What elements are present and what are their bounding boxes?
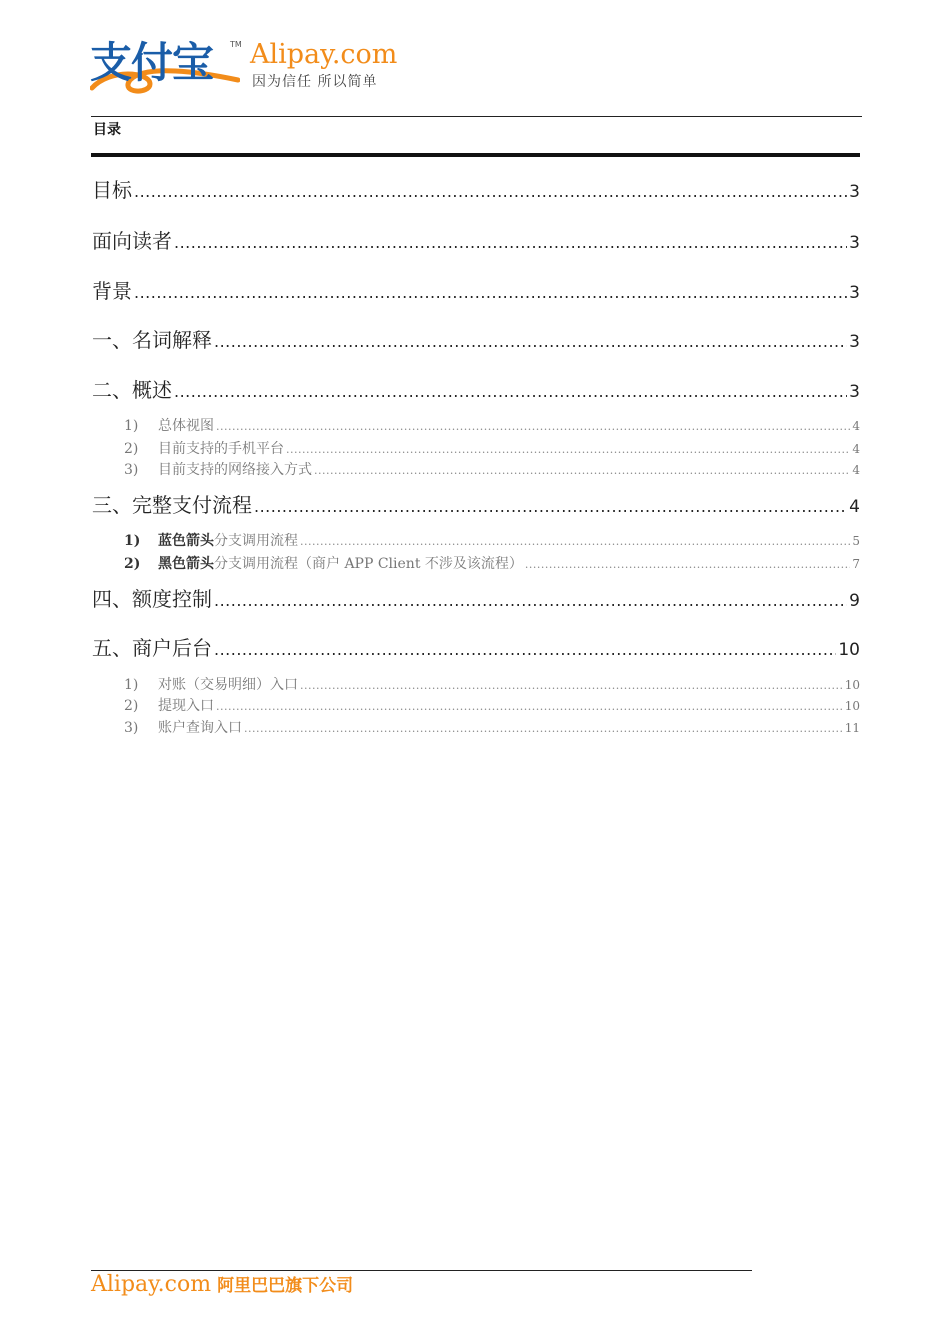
toc-subentry-page: 7 [852, 557, 860, 571]
logo-trademark: TM [230, 40, 242, 49]
footer [91, 1272, 353, 1299]
toc-entry-title: 背景 [92, 279, 132, 303]
header-divider [91, 116, 862, 117]
toc-subentry-page: 4 [852, 463, 860, 477]
toc-subentry[interactable] [124, 440, 860, 459]
toc-subentry-number: 1) [124, 533, 141, 549]
toc-subentry-title: 总体视图 [158, 418, 214, 434]
toc-entry-page: 4 [849, 497, 860, 517]
toc-entry-title: 五、商户后台 [92, 636, 212, 660]
toc-entry-title: 三、完整支付流程 [92, 493, 252, 517]
toc-entry[interactable] [92, 377, 860, 405]
toc-leader [214, 329, 847, 355]
toc-leader [134, 280, 847, 306]
toc-subentry-title: 提现入口 [158, 698, 214, 714]
toc-entry-title: 目标 [92, 178, 132, 202]
toc-subentry-number: 2) [124, 441, 139, 457]
toc-entry[interactable] [92, 586, 860, 614]
toc-entry[interactable] [92, 177, 860, 205]
toc-entry-page: 3 [849, 182, 860, 202]
toc-entry[interactable] [92, 228, 860, 256]
toc-leader [216, 698, 843, 716]
logo-slogan: 因为信任 所以简单 [252, 74, 378, 90]
toc-subentry-page: 10 [844, 699, 860, 713]
logo-english-text: Alipay.com [250, 39, 398, 70]
toc-entry-title: 面向读者 [92, 229, 172, 253]
toc-subentry[interactable] [124, 532, 860, 551]
toc-subentry-title: 账户查询入口 [158, 720, 242, 736]
toc-heading: 目录 [93, 122, 121, 138]
footer-divider [91, 1270, 752, 1271]
toc-subentry-emphasis: 蓝色箭头 [158, 533, 214, 549]
toc-entry-title: 一、名词解释 [92, 328, 212, 352]
toc-leader [525, 556, 850, 574]
toc-subentry-title: 分支调用流程（商户 APP Client 不涉及该流程） [214, 556, 523, 572]
toc-subentry-number: 2) [124, 698, 139, 714]
toc-subentry-title: 分支调用流程 [214, 533, 298, 549]
toc-subentry-page: 5 [852, 534, 860, 548]
toc-leader [244, 720, 843, 738]
toc-entry-page: 9 [849, 591, 860, 611]
toc-subentry[interactable] [124, 676, 860, 695]
alipay-logo [90, 38, 410, 98]
toc-subentry-emphasis: 黑色箭头 [158, 556, 214, 572]
toc-leader [254, 494, 847, 520]
toc-leader [314, 462, 850, 480]
toc-entry-page: 3 [849, 382, 860, 402]
toc-subentry[interactable] [124, 555, 860, 574]
toc-subentry-number: 1) [124, 677, 139, 693]
toc-subentry-number: 2) [124, 556, 141, 572]
toc-subentry-number: 3) [124, 720, 139, 736]
toc-subentry[interactable] [124, 417, 860, 436]
toc-leader [214, 588, 847, 614]
toc-entry-page: 10 [838, 640, 860, 660]
toc-entry[interactable] [92, 635, 860, 663]
toc-leader [300, 533, 850, 551]
toc-subentry-title: 目前支持的网络接入方式 [158, 462, 312, 478]
toc-entry-title: 四、额度控制 [92, 587, 212, 611]
toc-entry-title: 二、概述 [92, 378, 172, 402]
toc-entry-page: 3 [849, 233, 860, 253]
toc-subentry-page: 4 [852, 419, 860, 433]
toc-subentry-title: 目前支持的手机平台 [158, 441, 284, 457]
toc-entry-page: 3 [849, 283, 860, 303]
toc-subentry-page: 10 [844, 678, 860, 692]
toc-leader [216, 418, 850, 436]
toc-subentry-number: 1) [124, 418, 139, 434]
footer-company: 阿里巴巴旗下公司 [217, 1276, 354, 1296]
toc-entry[interactable] [92, 278, 860, 306]
logo-chinese-text: 支付宝 [90, 38, 214, 87]
toc-subentry-number: 3) [124, 462, 139, 478]
toc-subentry[interactable] [124, 697, 860, 716]
toc-subentry-page: 4 [852, 442, 860, 456]
toc-entry-page: 3 [849, 332, 860, 352]
toc-subentry[interactable] [124, 461, 860, 480]
toc-subentry-title: 对账（交易明细）入口 [158, 677, 298, 693]
toc-subentry[interactable] [124, 719, 860, 738]
footer-brand: Alipay.com [91, 1272, 212, 1297]
toc-leader [174, 230, 847, 256]
toc-heading-divider [91, 153, 860, 157]
toc-leader [214, 637, 836, 663]
toc-leader [300, 677, 843, 695]
toc-leader [174, 379, 847, 405]
toc-subentry-page: 11 [844, 721, 860, 735]
toc-leader [134, 179, 847, 205]
toc-entry[interactable] [92, 492, 860, 520]
toc-leader [286, 441, 850, 459]
toc-entry[interactable] [92, 327, 860, 355]
